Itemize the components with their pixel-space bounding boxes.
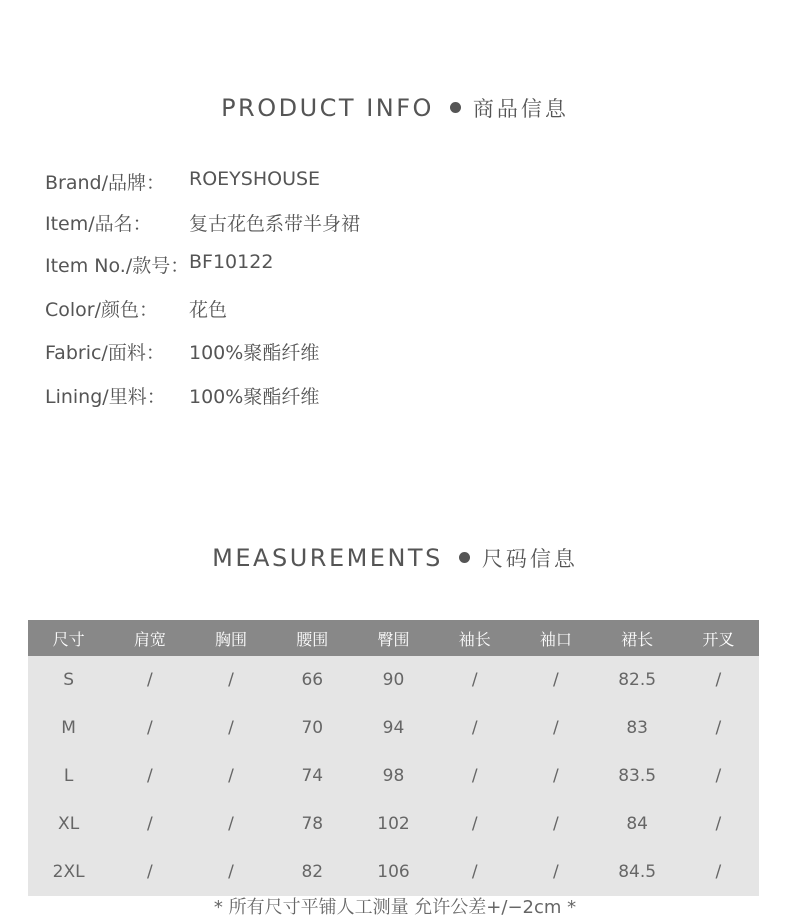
table-cell: 90 [353,656,434,704]
table-cell: / [515,848,596,896]
header-cell: 胸围 [190,620,271,656]
table-cell: / [190,656,271,704]
table-cell: 82 [272,848,353,896]
table-cell: 66 [272,656,353,704]
table-row [28,752,759,800]
table-cell: 102 [353,800,434,848]
info-label: Color/颜色： [45,299,159,321]
table-row [28,848,759,896]
bullet-dot-icon [459,552,470,563]
table-cell: / [109,800,190,848]
table-cell: / [678,800,759,848]
info-label: Brand/品牌： [45,172,165,194]
header-cell: 裙长 [597,620,678,656]
measurement-note: * 所有尺寸平铺人工测量 允许公差+/−2cm * [213,897,577,918]
table-cell: / [190,848,271,896]
table-cell: / [434,704,515,752]
table-cell: / [190,704,271,752]
table-cell: XL [28,800,109,848]
header-cell: 尺寸 [28,620,109,656]
info-value: BF10122 [189,251,274,273]
table-cell: 106 [353,848,434,896]
measurements-title [0,543,790,573]
table-cell: 82.5 [597,656,678,704]
info-label: Item/品名： [45,213,152,235]
table-row [28,656,759,704]
product-info-title [0,93,790,123]
info-value: 复古花色系带半身裙 [189,213,361,235]
header-cell: 臀围 [353,620,434,656]
table-cell: / [190,800,271,848]
header-cell: 开叉 [678,620,759,656]
size-table-header-row [28,620,759,656]
table-cell: 98 [353,752,434,800]
table-cell: L [28,752,109,800]
table-cell: / [678,656,759,704]
table-row [28,800,759,848]
table-cell: / [109,848,190,896]
table-cell: / [434,800,515,848]
table-cell: 94 [353,704,434,752]
table-cell: / [515,752,596,800]
table-row [28,704,759,752]
table-cell: / [109,704,190,752]
table-cell: / [678,752,759,800]
table-cell: 84 [597,800,678,848]
table-cell: / [515,704,596,752]
table-cell: 83.5 [597,752,678,800]
info-value: ROEYSHOUSE [189,168,321,190]
product-info-title-en: PRODUCT INFO [221,94,434,122]
table-cell: / [190,752,271,800]
measurements-title-cn: 尺码信息 [481,547,578,571]
table-cell: 84.5 [597,848,678,896]
table-cell: 70 [272,704,353,752]
info-value: 100%聚酯纤维 [189,342,320,364]
table-cell: 2XL [28,848,109,896]
header-cell: 袖口 [515,620,596,656]
table-cell: / [434,848,515,896]
bullet-dot-icon [450,102,461,113]
info-value: 100%聚酯纤维 [189,386,320,408]
table-cell: 74 [272,752,353,800]
size-table [28,620,759,896]
table-cell: / [434,752,515,800]
table-cell: 78 [272,800,353,848]
table-cell: S [28,656,109,704]
table-cell: / [515,656,596,704]
info-label: Fabric/面料： [45,342,165,364]
measurements-title-en: MEASUREMENTS [212,544,443,572]
header-cell: 腰围 [272,620,353,656]
info-value: 花色 [189,299,228,321]
table-cell: M [28,704,109,752]
table-cell: / [678,704,759,752]
info-label: Lining/里料： [45,386,166,408]
table-cell: 83 [597,704,678,752]
table-cell: / [678,848,759,896]
header-cell: 袖长 [434,620,515,656]
table-cell: / [109,752,190,800]
table-cell: / [109,656,190,704]
header-cell: 肩宽 [109,620,190,656]
product-info-title-cn: 商品信息 [472,97,569,121]
table-cell: / [515,800,596,848]
info-label: Item No./款号： [45,255,190,277]
table-cell: / [434,656,515,704]
